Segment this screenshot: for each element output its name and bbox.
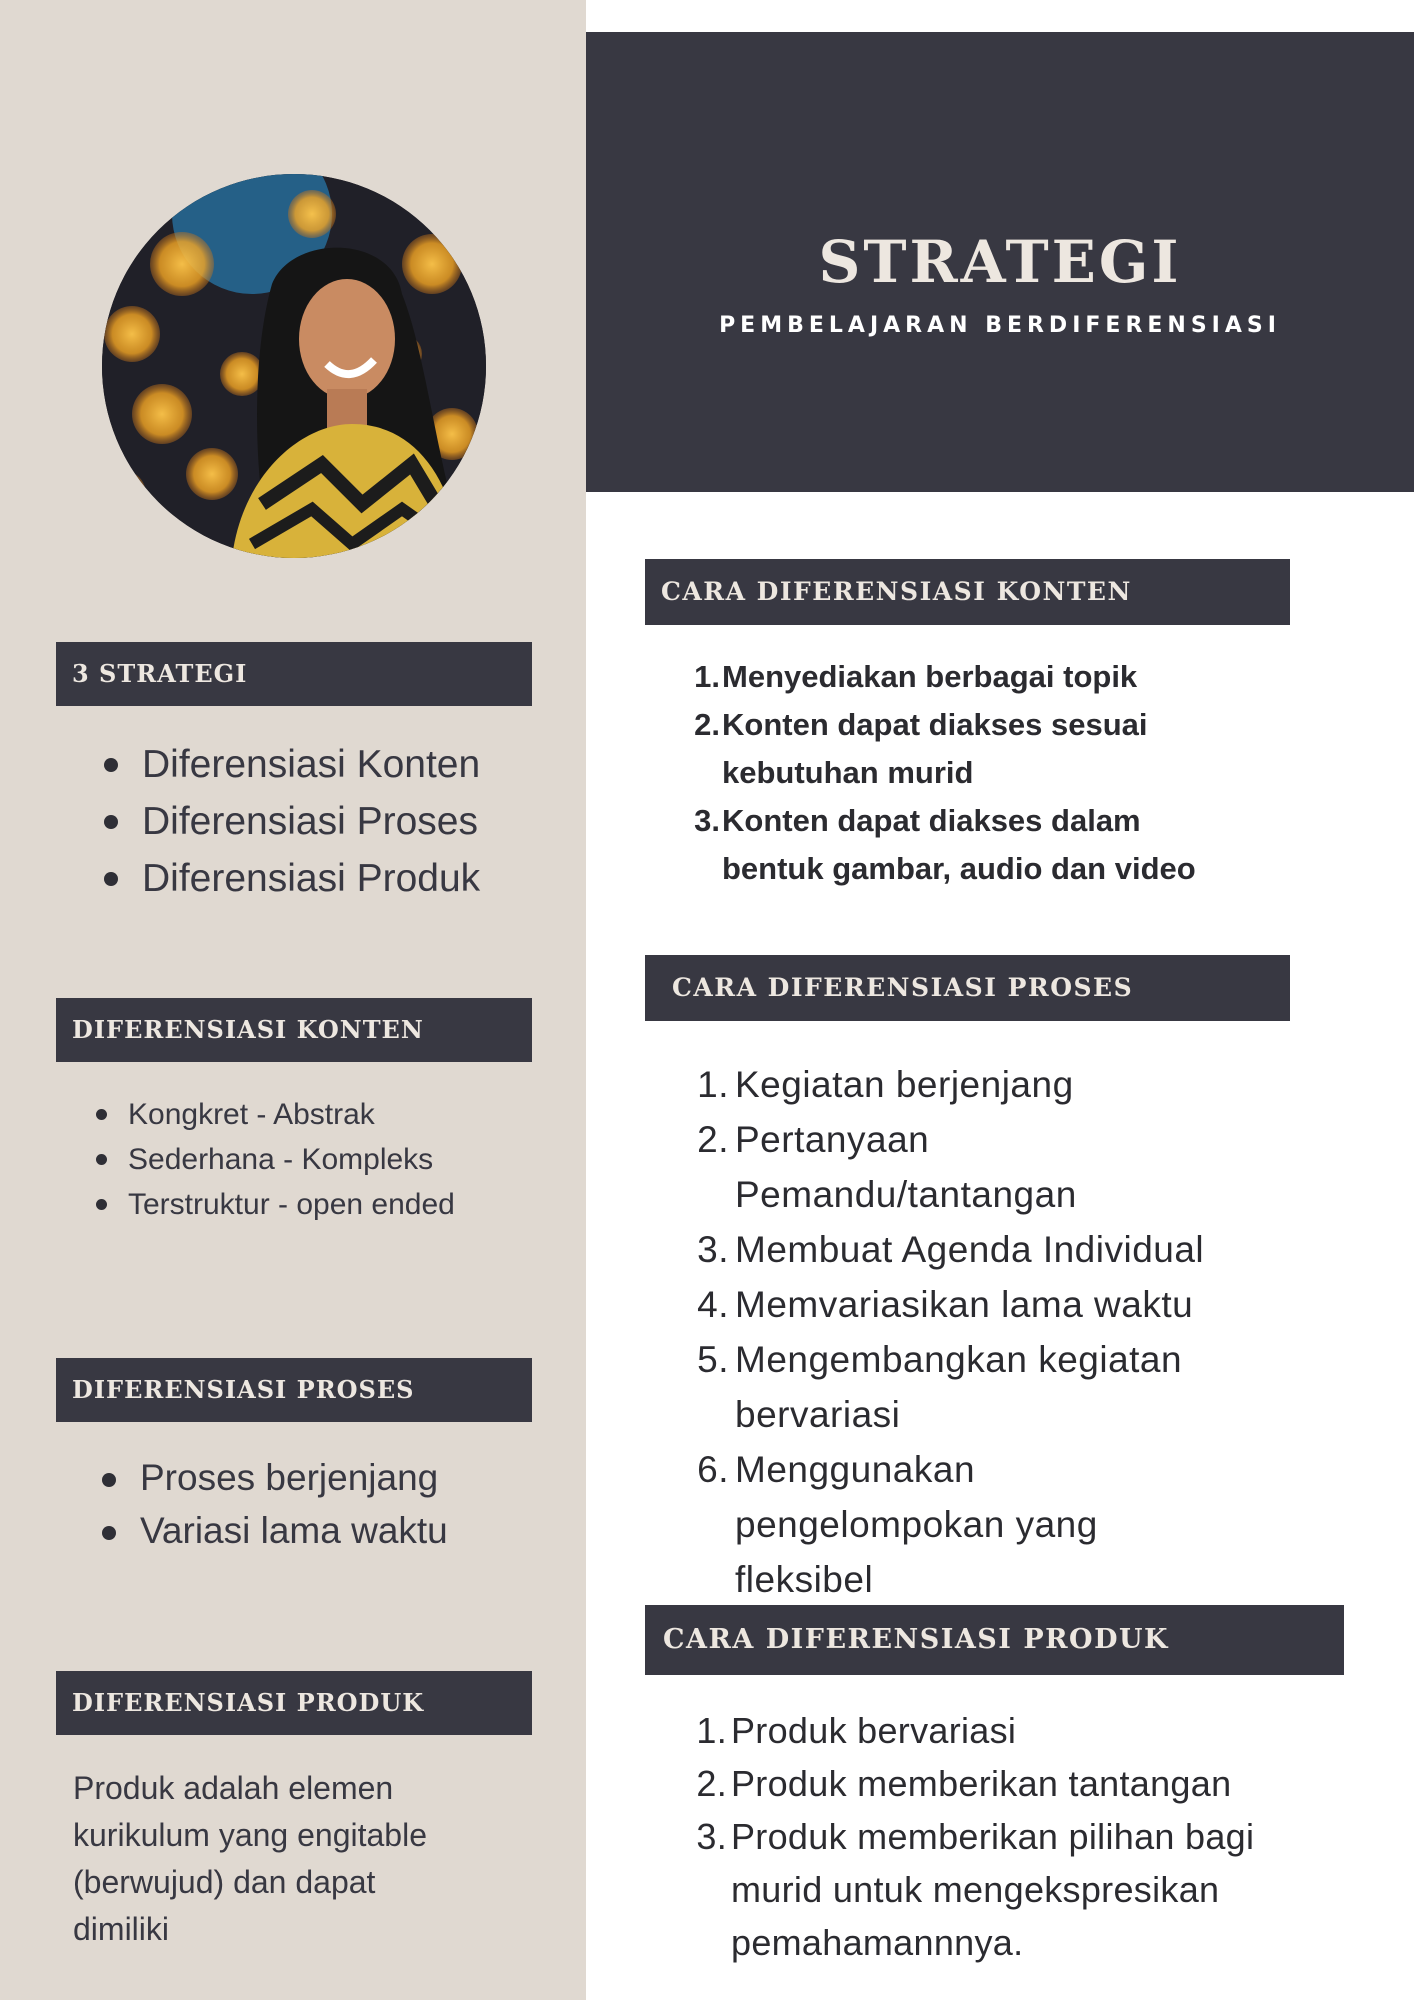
item-number: 1. bbox=[694, 659, 720, 694]
item-line: Menggunakan bbox=[735, 1449, 976, 1490]
item-number: 1. bbox=[697, 1064, 729, 1105]
list-item bbox=[655, 653, 1355, 701]
item-line: Menyediakan berbagai topik bbox=[722, 659, 1138, 694]
list-item bbox=[655, 1057, 1355, 1112]
item-line: bervariasi bbox=[735, 1394, 901, 1435]
proses-heading: DIFERENSIASI PROSES bbox=[56, 1358, 532, 1422]
profile-photo bbox=[102, 174, 486, 558]
cara-konten-list bbox=[655, 653, 1355, 893]
strategies-heading: 3 STRATEGI bbox=[56, 642, 532, 706]
konten-list bbox=[94, 1092, 574, 1227]
cara-produk-list bbox=[655, 1704, 1375, 1969]
list-item: Diferensiasi Produk bbox=[102, 850, 572, 907]
text-line: dimiliki bbox=[73, 1911, 169, 1947]
item-line: Mengembangkan kegiatan bbox=[735, 1339, 1183, 1380]
item-number: 3. bbox=[696, 1816, 727, 1857]
list-item bbox=[655, 1757, 1375, 1810]
item-number: 5. bbox=[697, 1339, 729, 1380]
page-subtitle: PEMBELAJARAN BERDIFERENSIASI bbox=[719, 313, 1281, 338]
item-number: 2. bbox=[697, 1119, 729, 1160]
list-item: Proses berjenjang bbox=[100, 1451, 580, 1504]
list-item: Kongkret - Abstrak bbox=[94, 1092, 574, 1137]
item-line: Pertanyaan bbox=[735, 1119, 930, 1160]
item-number: 3. bbox=[697, 1229, 729, 1270]
item-line: Produk memberikan tantangan bbox=[731, 1763, 1232, 1804]
page-title: STRATEGI bbox=[818, 228, 1182, 296]
list-item bbox=[655, 1704, 1375, 1757]
list-item bbox=[655, 797, 1355, 893]
list-item bbox=[655, 1277, 1355, 1332]
proses-list bbox=[100, 1451, 580, 1557]
item-line: Konten dapat diakses sesuai bbox=[722, 707, 1148, 742]
item-line: Memvariasikan lama waktu bbox=[735, 1284, 1194, 1325]
list-item bbox=[655, 1222, 1355, 1277]
cara-proses-list bbox=[655, 1057, 1355, 1607]
list-item: Diferensiasi Konten bbox=[102, 736, 572, 793]
item-line: Konten dapat diakses dalam bbox=[722, 803, 1141, 838]
produk-description bbox=[73, 1765, 573, 1953]
list-item bbox=[655, 1810, 1375, 1969]
list-item: Terstruktur - open ended bbox=[94, 1182, 574, 1227]
item-line: Produk bervariasi bbox=[731, 1710, 1017, 1751]
cara-produk-heading: CARA DIFERENSIASI PRODUK bbox=[645, 1605, 1344, 1675]
konten-heading: DIFERENSIASI KONTEN bbox=[56, 998, 532, 1062]
text-line: Produk adalah elemen bbox=[73, 1770, 394, 1806]
list-item: Variasi lama waktu bbox=[100, 1504, 580, 1557]
produk-heading: DIFERENSIASI PRODUK bbox=[56, 1671, 532, 1735]
item-line: bentuk gambar, audio dan video bbox=[722, 851, 1196, 886]
item-line: Pemandu/tantangan bbox=[735, 1174, 1077, 1215]
item-number: 2. bbox=[694, 707, 720, 742]
list-item bbox=[655, 1332, 1355, 1442]
list-item: Diferensiasi Proses bbox=[102, 793, 572, 850]
cara-konten-heading: CARA DIFERENSIASI KONTEN bbox=[645, 559, 1290, 625]
cara-proses-heading: CARA DIFERENSIASI PROSES bbox=[645, 955, 1290, 1021]
item-line: Kegiatan berjenjang bbox=[735, 1064, 1074, 1105]
profile-photo-icon bbox=[102, 174, 486, 558]
item-line: Membuat Agenda Individual bbox=[735, 1229, 1205, 1270]
text-line: (berwujud) dan dapat bbox=[73, 1864, 376, 1900]
item-number: 2. bbox=[696, 1763, 727, 1804]
list-item bbox=[655, 1442, 1355, 1607]
item-line: fleksibel bbox=[735, 1559, 874, 1600]
item-line: Produk memberikan pilihan bagi bbox=[731, 1816, 1255, 1857]
text-line: kurikulum yang engitable bbox=[73, 1817, 427, 1853]
strategies-list bbox=[102, 736, 572, 907]
item-line: kebutuhan murid bbox=[722, 755, 974, 790]
item-number: 6. bbox=[697, 1449, 729, 1490]
item-number: 3. bbox=[694, 803, 720, 838]
item-number: 1. bbox=[696, 1710, 727, 1751]
list-item bbox=[655, 1112, 1355, 1222]
item-line: pengelompokan yang bbox=[735, 1504, 1098, 1545]
list-item: Sederhana - Kompleks bbox=[94, 1137, 574, 1182]
item-number: 4. bbox=[697, 1284, 729, 1325]
item-line: murid untuk mengekspresikan bbox=[731, 1869, 1220, 1910]
item-line: pemahamannnya. bbox=[731, 1922, 1024, 1963]
list-item bbox=[655, 701, 1355, 797]
